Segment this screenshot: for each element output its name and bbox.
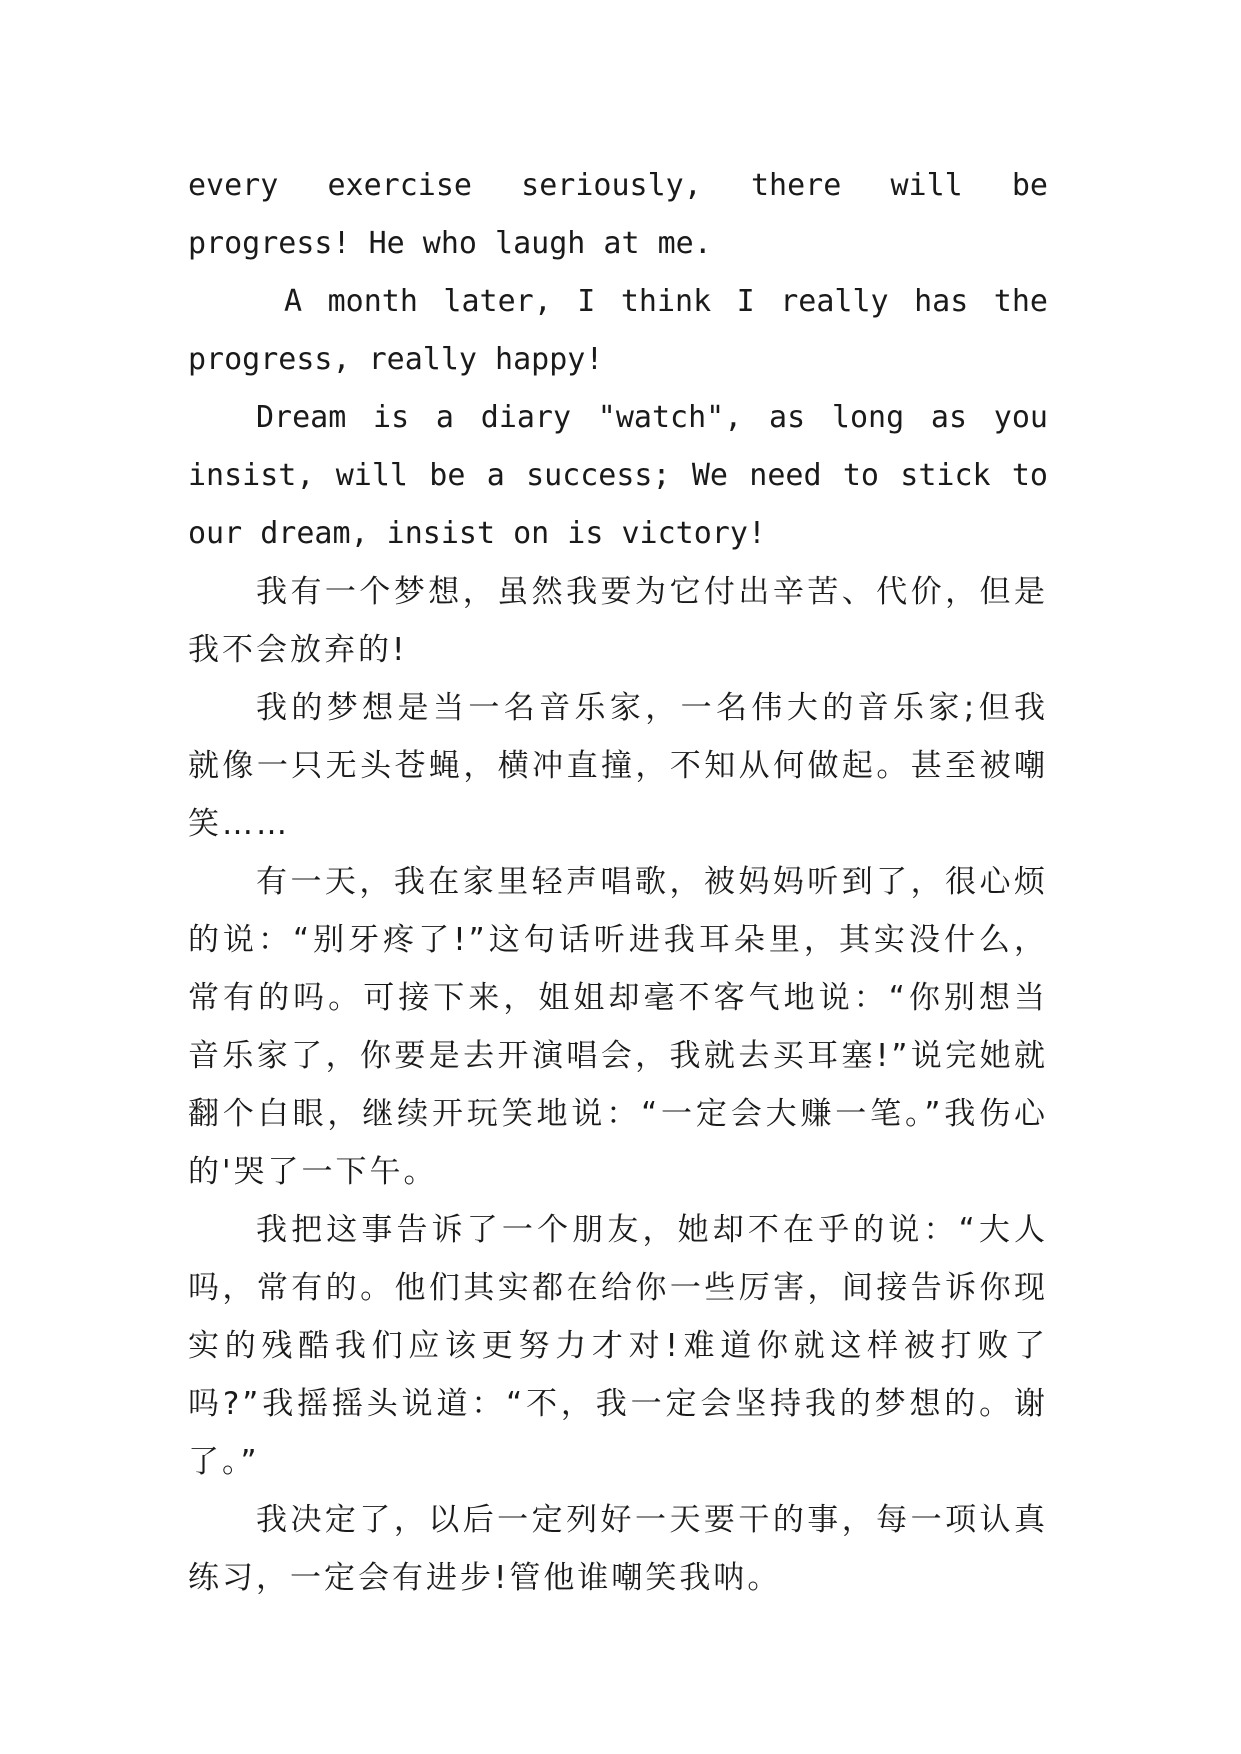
document-body <box>188 157 1048 1607</box>
paragraph-chinese-4: 我把这事告诉了一个朋友，她却不在乎的说：“大人吗，常有的。他们其实都在给你一些厉害，间接告诉你现实的残酷我们应该更努力才对!难道你就这样被打败了吗?”我摇摇头说道：“不，我一定会坚持我的梦想的。谢了。” <box>188 1212 1048 1480</box>
paragraph-english-3: Dream is a diary "watch", as long as you insist, will be a success; We need to stick to our dream, insist on is victory! <box>188 400 1048 551</box>
paragraph-english-1: every exercise seriously, there will be progress! He who laugh at me. <box>188 168 1048 261</box>
paragraph-chinese-2: 我的梦想是当一名音乐家，一名伟大的音乐家;但我就像一只无头苍蝇，横冲直撞，不知从何做起。甚至被嘲笑…… <box>188 690 1048 842</box>
paragraph-english-2: A month later, I think I really has the progress, really happy! <box>188 284 1048 377</box>
paragraph-chinese-1: 我有一个梦想，虽然我要为它付出辛苦、代价，但是我不会放弃的! <box>188 574 1048 668</box>
paragraph-chinese-5: 我决定了，以后一定列好一天要干的事，每一项认真练习，一定会有进步!管他谁嘲笑我呐。 <box>188 1502 1048 1596</box>
paragraph-chinese-3: 有一天，我在家里轻声唱歌，被妈妈听到了，很心烦的说：“别牙疼了!”这句话听进我耳朵里，其实没什么，常有的吗。可接下来，姐姐却毫不客气地说：“你别想当音乐家了，你要是去开演唱会，我就去买耳塞!”说完她就翻个白眼，继续开玩笑地说：“一定会大赚一笔。”我伤心的'哭了一下午。 <box>188 864 1048 1190</box>
